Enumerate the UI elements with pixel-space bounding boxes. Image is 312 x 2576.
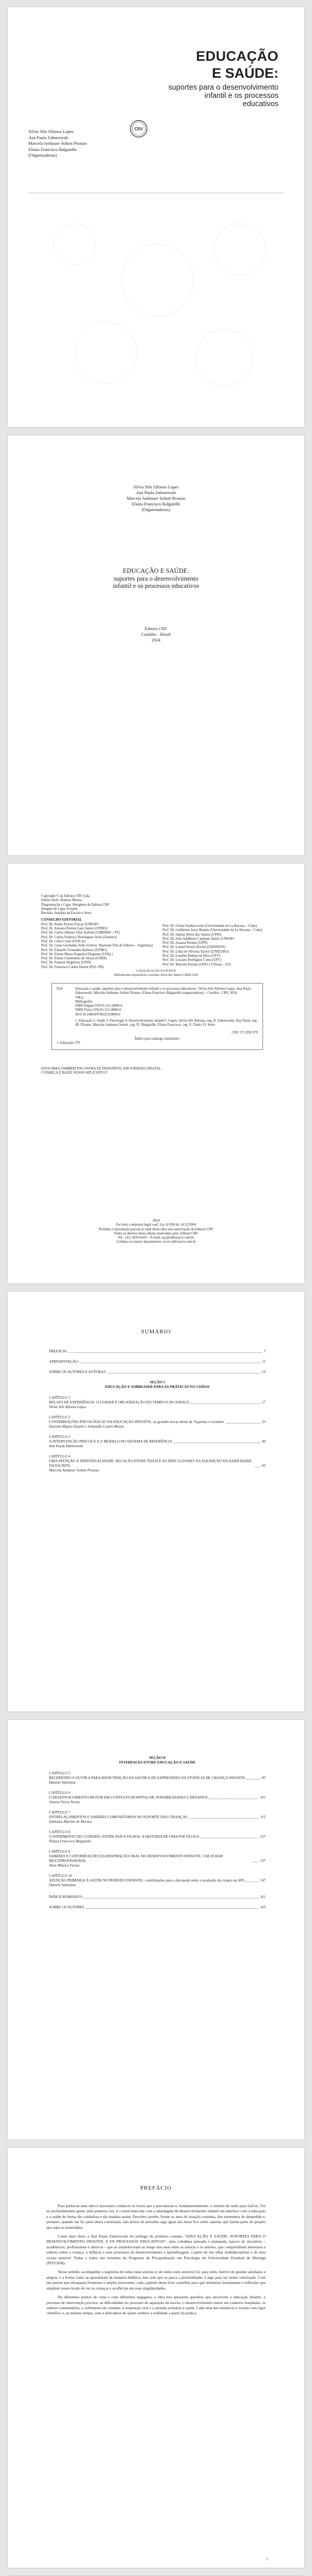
toc-chapter-page: 101 [260, 1795, 266, 1800]
toc-section-heading [49, 1756, 266, 1765]
catalog-heading [8, 969, 304, 977]
toc-chapter[interactable] [49, 1435, 266, 1449]
catalog-record-box [52, 983, 263, 1050]
footer-line: Proibida a reprodução parcial ou total desta obra sem autorização da Editora CRV [98, 1227, 214, 1231]
summary-title: SUMÁRIO [141, 1329, 171, 1335]
toc-item-page: 13 [261, 1370, 266, 1374]
conselho-member: Prof. Dr. Francisco Carlos Duarte (PUC-PR) [41, 965, 104, 969]
toc-chapter[interactable] [49, 1415, 266, 1429]
toc-chapter-page: 33 [261, 1420, 266, 1424]
conselho-member: Prof. Dr. Lourdes Helena da Silva (UFV) [162, 954, 221, 958]
toc-item-page: 161 [260, 1895, 266, 1899]
publisher-logo-icon [129, 120, 148, 138]
toc-chapter-number: CAPÍTULO 3 [49, 1435, 70, 1439]
toc-chapter-page: 85 [261, 1776, 266, 1780]
conselho-member: Prof. Dr. Lidia de Oliveira Xavier (UNIEURO) [162, 950, 229, 954]
toc-item-page: 7 [264, 1349, 266, 1353]
toc-chapter-authors: Daniele Valentina [49, 1781, 76, 1785]
toc-item-text: ÍNDICE REMISSIVO [49, 1895, 83, 1899]
digital-note-line: ESTA OBRA TAMBÉM ENCONTRA-SE DISPONÍVEL EM FORMATO DIGITAL. [41, 1067, 162, 1071]
toc-item[interactable] [49, 1360, 266, 1364]
toc-chapter-title: O SOFRIMENTO DO CUIDADO, ENTRE PAIS E FILHOS: A HISTÓRIA DE UMA PSICÓLOGA [49, 1835, 200, 1839]
table-of-contents-continued [49, 1751, 266, 1916]
cover-subtitle-line: suportes para o desenvolvimento [168, 83, 278, 92]
titlepage-title [8, 567, 304, 590]
toc-chapter[interactable] [49, 1771, 266, 1785]
catalog-record-line: 168 p. [75, 995, 84, 999]
toc-chapter-authors: Aline Ribeiro Farias [49, 1863, 80, 1868]
publisher-name: Editora CRV [144, 626, 168, 631]
conselho-member: Prof. Dr. Cesar Gerónimo Tello (Univer. Nacional Três de Febrero – Argentina) [41, 944, 153, 948]
toc-chapter-number: CAPÍTULO 10 [49, 1874, 72, 1878]
conselho-member: Prof. Dr. Carlos Federico Dominguez Avila (Unieuro) [41, 935, 117, 939]
titlepage-organizers [8, 484, 304, 513]
toc-chapter-page: 49 [261, 1439, 266, 1444]
credit-line: Copyright © da Editora CRV Ltda. [41, 894, 91, 898]
conselho-member: Prof. Dr. Carlos Alberto Vilar Estêvão (UMINHO – PT) [41, 931, 120, 935]
credit-line: Revisão: Analista de Escrita e Artes [41, 911, 92, 916]
preface-paragraph: De diferentes pontos de vista e com diferentes bagagens, a obra nos apresenta questões que envolvem a educação infantil, o processo de intervenção precoce, as dificuldades no processo de aquisição da escrita, o desenvolvimento motor em contexto hospitalar, os saberes comunitários, o sofrimento do cuidado, a respiração oral e a atenção primária à saúde. Cada uma das temáticas é trazida com rigor científico e, ao mesmo tempo, com a delicadeza de quem conhece a realidade a partir da prática. [46, 2295, 266, 2316]
conselho-member: Prof. Dr. Luciano Rodrigues Costa (UFV) [162, 958, 222, 962]
credit-line: Imagem de Capa: Freepik [41, 907, 78, 911]
catalog-classification: CDU 37 CDD 370 [232, 1030, 258, 1035]
cover-illustration-icon [28, 203, 284, 409]
catalog-record-line: Educação e saúde: suportes para o desenvolvimento infantil e os processos educativos / Silvia Siln Alfonso Lopes, Ana Paula Zaborowski, Marcela Ambauer Soltoti Pirauso, Eliana Francisco Balganille (organizadoras) – Curitiba : CRV, 2024. [75, 987, 251, 995]
preface-paragraph: Para prefaciar uma obra é necessário conhecer os frutos que a precederam e, fundamentalmente, o sentido da razão para fazê-lo. Fui eu profundamente quem, pela primeira vez, li e emocionei-me com a abordagem do desenvolvimento infantil em interface com a educação e a saúde de forma tão cuidadosa e tão madura assim. Perceber, porém, foram os anos de atuação conjunta, dos momentos de despedida e, portanto, quando me fiz parte desta construção, não deixei de perceber algo igual aos meus fios sobre aquelas que fazem parte do projeto que aqui se materializa. [46, 2204, 266, 2230]
toc-chapter[interactable] [49, 1454, 266, 1473]
cover-page [8, 7, 304, 427]
toc-chapter-title: RECEBENDO A OUVIR A PARA MANUTENÇÃO DA SAÚDE E DE EXPRESSÕES DA VIVÊNCIA DE CRIANÇA INFANTIL [49, 1776, 246, 1780]
catalog-code: E24 [57, 987, 62, 991]
toc-chapter-authors: Silvia Siln Alfonso Lopes [49, 1405, 86, 1409]
conselho-member: Prof. Dr. Gloria Fariñas León (Universidade de La Havana – Cuba) [162, 924, 257, 928]
preface-paragraph: Nesse sentido, acompanhar a trajetória de todas estas autoras (e de todos estes autores) foi, para mim, motivo de grande satisfação e alegria, e a forma como se apresentam de maneira didática, mas sem que se perca a profundidade, é algo para ser muito valorizado. Com um pensar que ultrapassa fronteiras e amplia horizontes, cada capítulo deste livro contribui para que tenhamos ferramentas e reflexões que ampliem nosso modo de ver as crianças e acolhê-las em suas singularidades. [46, 2269, 266, 2291]
digital-note-line: CONHEÇA E BAIXE NOSSO APLICATIVO! [41, 1071, 108, 1075]
conselho-title: CONSELHO EDITORIAL [41, 918, 83, 922]
cover-subtitle-line: infantil e os processos [204, 92, 278, 100]
toc-chapter[interactable] [49, 1850, 266, 1868]
toc-chapter-page: 137 [260, 1859, 266, 1863]
conselho-member: Prof. Dr. Josania Portela (UFPI) [162, 941, 208, 945]
cover-author: Silvia Siln Alfonso Lopes [28, 129, 74, 134]
cover-title-block [168, 48, 278, 108]
toc-item-page: 165 [260, 1905, 266, 1909]
preface-text [46, 2204, 266, 2320]
catalog-record-line: ISBN Físico 978-65-251-0000-0 [75, 1008, 121, 1012]
catalog-record-line: Bibliografia [75, 999, 92, 1004]
toc-item-page: 11 [262, 1360, 266, 1364]
conselho-member: Prof. Dr. Elione Maria Nogueira Diogenes (UFAL) [41, 952, 113, 956]
footer-line: Tel.: (41) 3039-6418 – E-mail: sac@editoracrv.com.br [118, 1236, 194, 1240]
toc-chapter-title: UMA ATENÇÃO À INDIVIDUALIDADE: RELAÇÃO ENTRE TDA/H E AS DIFICULDADES NA AQUISIÇÃO DA HABILIDADE DA ESCRITA [49, 1459, 252, 1468]
cover-authors [28, 129, 87, 159]
toc-chapter-authors: Sulimara Martins de Moraes [49, 1820, 92, 1824]
catalog-page [8, 863, 304, 1283]
toc-item-text: SOBRE OS AUTORES E AUTORAS [49, 1370, 106, 1374]
toc-section-title: INTERFACES ENTRE EDUCAÇÃO E SAÚDE [119, 1760, 196, 1765]
cover-author: Marcela Ambauer Soltoti Pirauso [28, 141, 87, 146]
toc-chapter-page: 115 [260, 1815, 266, 1819]
footer-line: 2024 [152, 1219, 160, 1223]
toc-chapter[interactable] [49, 1791, 266, 1805]
conselho-member: Prof. Dr. Antonio Pereira Gaio Junior (UFRRJ) [41, 927, 108, 931]
conselho-member: Prof. Dr. Guillermo Arias Beatón (Universidade de La Havana – Cuba) [162, 928, 262, 933]
toc-chapter-title: O DESENVOLVIMENTO MOTOR EM CONTEXTO HOSPITALAR: POSSIBILIDADES E DESAFIOS [49, 1795, 208, 1800]
catalog-record-line: DOI 10.24824/978652510000.0 [75, 1012, 121, 1016]
cover-author: Eliana Francisco Balganille [28, 146, 77, 152]
catalog-footer [8, 1219, 304, 1245]
conselho-member: Prof. Dr. Eduardo Fernandes Barbosa (UFMG) [41, 948, 107, 952]
catalog-heading-line: CATALOGAÇÃO NA FONTE [136, 969, 176, 973]
credit-line: Diagramação e Capa: Designers da Editora CRV [41, 903, 110, 907]
preface-title: PREFÁCIO [140, 2185, 172, 2191]
catalog-index-item: 1. Educação 370 [57, 1041, 80, 1045]
organizer-name: Ana Paula Zaborowski [136, 490, 176, 495]
toc-item[interactable] [49, 1905, 266, 1910]
toc-item-text: PREFÁCIO [49, 1349, 67, 1353]
publisher-year: 2024 [152, 637, 160, 642]
titlepage-publisher [8, 626, 304, 643]
toc-section-heading [49, 1380, 266, 1389]
organizer-role: (Organizadoras) [141, 507, 171, 512]
conselho-member: Prof. Dr. Leonel Severo Rocha (UNISINOS) [162, 945, 225, 950]
catalog-record-line: 1. Educação 2. Saúde 3. Psicologia 4. Desenvolvimento infantil I. Lopes, Silvia Siln Alfonso. org. II. Zaborowski, Ana Paula. org. III. Pirauso, Marcela Ambauer Soltoti. org. IV. Balganille, Eliana Francisco. org. V. Título VI. Série. [75, 1019, 258, 1027]
credit-line: Editor-chefe: Railson Moura [41, 899, 82, 903]
toc-chapter-title: A INTERVENÇÃO PRECOCE E O MODELO DO SISTEMA DE REFERÊNCIA [49, 1439, 172, 1444]
conselho-member: Prof. Dr. Fauston Negreiros (UFPI) [41, 961, 91, 965]
conselho-member: Prof. Dr. Marcelo Paixão (UFRJ e UTexas – US) [162, 962, 231, 967]
toc-chapter-number: CAPÍTULO 2 [49, 1415, 70, 1419]
conselho-right-column [162, 924, 281, 967]
toc-chapter-title: ENTRELAÇAMENTOS E SABERES COMUNITÁRIOS NO SUPORTE DAS CRIANÇAS [49, 1815, 188, 1819]
summary-page-continued [8, 1720, 304, 2140]
organizer-name: Silvia Siln Alfonso Lopes [133, 484, 179, 489]
catalog-record-line: ISBN Digital 978-65-251-0000-0 [75, 1004, 122, 1008]
catalog-digital-note [41, 1067, 278, 1076]
cover-title-line1: EDUCAÇÃO [195, 48, 278, 64]
cover-title-line2: E SAÚDE: [211, 65, 278, 81]
conselho-member: Prof. Dr. Andre Pereira Falcao (UNESP) [41, 922, 98, 926]
conselho-member: Prof. Dr. João Adalberto Campato Junior (UNESP) [162, 937, 234, 941]
preface-page [8, 2148, 304, 2568]
footer-line: Conheça os nossos lançamentos: www.editoracrv.com.br [116, 1240, 196, 1244]
toc-chapter-number: CAPÍTULO 1 [49, 1396, 70, 1400]
publisher-city: Curitiba – Brasil [141, 632, 171, 637]
toc-chapter-number: CAPÍTULO 7 [49, 1810, 70, 1815]
conselho-member: Prof. Dr. Elizeu Clementino de Souza (UNEB) [41, 957, 107, 961]
cover-author: (Organizadoras) [28, 152, 57, 158]
footer-line: Foi feito o depósito legal conf. Lei 10.994 de 14/12/2004 [116, 1223, 196, 1227]
toc-chapter-title: CONTRIBUIÇÕES PSICOLÓGICAS NA EDUCAÇÃO INFANTIL: as grandes novas ideias de Vygotsky e Leontiev [49, 1420, 224, 1424]
catalog-index-title: Índice para catálogo sistemático [135, 1037, 180, 1041]
toc-chapter-authors: Daniele Valentina [49, 1883, 76, 1887]
toc-chapter-number: CAPÍTULO 6 [49, 1791, 70, 1795]
toc-chapter-number: CAPÍTULO 9 [49, 1850, 70, 1854]
toc-section-title: EDUCAÇÃO E SOBRESSER PARA AS PRÁTICAS NO CHÃOS [105, 1385, 210, 1389]
preface-paragraph: Como bem disse a Ana Paula Zaborowski no prólogo do primeiro contato, "EDUCAÇÃO E SAÚDE: SUPORTES PARA O DESENVOLVIMENTO INFANTIL E OS PROCESSOS EDUCATIVOS", uma coletânea pensada e planejada, nasceu de encontros – acadêmicos, profissionais e afetivos – que se estabeleceram ao longo dos anos entre as autoras e os autores, que compartilham interesses e saberes sobre a criança, a infância e seus processos de desenvolvimento e aprendizagem, a partir de um olhar multidisciplinar e de uma escuta sensível. Todas e todos são oriundos do Programa de Pós-graduação em Psicologia da Universidade Estadual de Maringá (PPI/UEM). [46, 2234, 266, 2266]
title-page [8, 435, 304, 855]
title-line: infantil e os processos educativos [112, 582, 200, 589]
toc-chapter-number: CAPÍTULO 4 [49, 1454, 70, 1459]
toc-chapter[interactable] [49, 1810, 266, 1824]
toc-chapter-page: 17 [261, 1400, 266, 1404]
toc-chapter-page: 147 [260, 1878, 266, 1883]
toc-chapter-page: 127 [260, 1835, 266, 1839]
toc-item[interactable] [49, 1895, 266, 1900]
toc-item-text: APRESENTAÇÃO [49, 1360, 78, 1364]
toc-section-label: SEÇÃO I [150, 1380, 165, 1384]
toc-chapter-title: ATENÇÃO PRIMÁRIA À SAÚDE NO PERÍODO INFANTIL: contribuições para a discussão sobre a avaliação da criança na APS [49, 1878, 244, 1883]
toc-chapter-number: CAPÍTULO 5 [49, 1771, 70, 1775]
toc-chapter-authors: Eliana Francisco Balganille [49, 1839, 91, 1843]
table-of-contents [49, 1349, 266, 1479]
toc-chapter-authors: Jéssica Vieira Novas [49, 1800, 80, 1804]
cover-author: Ana Paula Zaborowski [28, 134, 69, 140]
title-line: EDUCAÇÃO E SAÚDE: [123, 567, 189, 574]
toc-chapter[interactable] [49, 1396, 266, 1410]
toc-chapter-authors: Ana Paula Zaborowski [49, 1444, 84, 1448]
toc-chapter-number: CAPÍTULO 8 [49, 1830, 70, 1834]
toc-chapter-authors: Marcela Ambauer Soltoti Pirauso [49, 1468, 100, 1472]
toc-chapter[interactable] [49, 1830, 266, 1844]
toc-item[interactable] [49, 1370, 266, 1375]
title-line: suportes para o desenvolvimento [113, 574, 199, 582]
toc-chapter-authors: Daniela Miguez Zanetti e Sebastião Castro Moura [49, 1425, 124, 1429]
page-number: 7 [266, 2557, 268, 2562]
toc-item[interactable] [49, 1349, 266, 1354]
publisher-logo-text: CRV [134, 127, 143, 131]
toc-chapter-title: RELATO DE EXPERIÊNCIA: O CUIDAR E ORGANIZAÇÃO DO TEMPO E DO ESPAÇO [49, 1400, 189, 1404]
conselho-member: Prof. Dr. Celso Conti (UFSCar) [41, 939, 86, 943]
catalog-credits [41, 894, 155, 970]
toc-section-label: SEÇÃO II [149, 1756, 166, 1760]
organizer-name: Eliana Francisco Balganille [132, 501, 180, 506]
footer-line: Todos os direitos desta edição reservados pela: Editora CRV [113, 1231, 199, 1235]
catalog-heading-line: Bibliotecária responsável: Luzenira Alves dos Santos CRB9/1506 [114, 973, 198, 977]
cover-subtitle-line: educativos [242, 100, 278, 108]
toc-chapter[interactable] [49, 1874, 266, 1888]
summary-page [8, 1292, 304, 1711]
toc-chapter-title: SABERES E CONTRIBUIÇÕES DA RESPIRAÇÃO ORAL NO DESENVOLVIMENTO INFANTIL: UM OLHAR MULTIPROFISSIONAL [49, 1854, 223, 1863]
cover-subtitle [168, 83, 278, 108]
conselho-member: Prof. Dr. Jailson Alves dos Santos (UFRJ) [162, 933, 222, 937]
organizer-name: Marcela Ambauer Soltoti Pirauso [126, 496, 186, 501]
toc-chapter-page: 65 [261, 1464, 266, 1468]
toc-item-text: SOBRE OS AUTORES [49, 1905, 85, 1909]
